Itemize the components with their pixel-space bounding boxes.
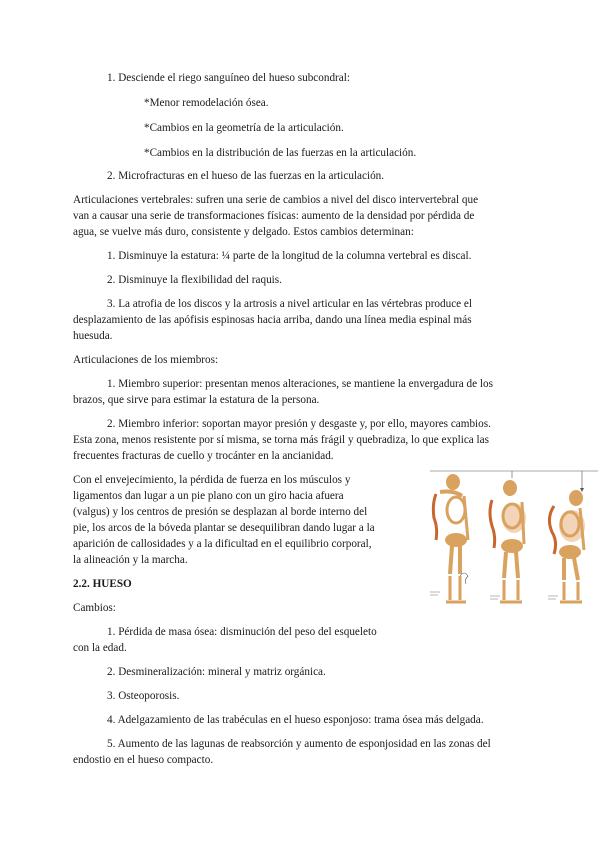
list-subitem: *Menor remodelación ósea. [144, 97, 269, 109]
paragraph-line: ligamentos dan lugar a un pie plano con un giro hacia afuera [73, 490, 344, 502]
paragraph-line: (valgus) y los centros de presión se desplazan al borde interno del [73, 506, 368, 518]
aging-skeleton-illustration [426, 466, 600, 610]
paragraph-line: la alineación y la marcha. [73, 554, 188, 566]
section-heading: 2.2. HUESO [73, 578, 132, 590]
list-subitem: *Cambios en la distribución de las fuerzas en la articulación. [144, 147, 417, 159]
list-item: 1. Miembro superior: presentan menos alteraciones, se mantiene la envergadura de los [107, 378, 493, 390]
list-item-continuation: frecuentes fracturas de cuello y trocánter en la ancianidad. [73, 450, 334, 462]
list-item: 3. Osteoporosis. [107, 690, 180, 702]
list-item: 2. Microfracturas en el hueso de las fuerzas en la articulación. [107, 170, 385, 182]
list-item: 2. Disminuye la flexibilidad del raquis. [107, 274, 282, 286]
paragraph-line: Con el envejecimiento, la pérdida de fuerza en los músculos y [73, 474, 351, 486]
section-label: Articulaciones de los miembros: [73, 354, 219, 366]
list-item-continuation: endostio en el hueso compacto. [73, 754, 214, 766]
list-item: 3. La atrofia de los discos y la artrosis a nivel articular en las vértebras produce el [107, 298, 473, 310]
paragraph-line: agua, se vuelve más duro, consistente y delgado. Estos cambios determinan: [73, 226, 414, 238]
list-item-continuation: huesuda. [73, 330, 113, 342]
list-item: 1. Disminuye la estatura: ¼ parte de la longitud de la columna vertebral es discal. [107, 250, 472, 262]
paragraph-line: van a causar una serie de transformaciones físicas: aumento de la densidad por pérdida de [73, 210, 475, 222]
list-item: 2. Desmineralización: mineral y matriz orgánica. [107, 666, 326, 678]
paragraph-line: pie, los arcos de la bóveda plantar se desequilibran dando lugar a la [73, 522, 375, 534]
list-item-continuation: con la edad. [73, 642, 127, 654]
section-label: Cambios: [73, 602, 116, 614]
list-item: 5. Aumento de las lagunas de reabsorción y aumento de esponjosidad en las zonas del [107, 738, 491, 750]
paragraph-line: aparición de callosidades y a la dificultad en el equilibrio corporal, [73, 538, 372, 550]
list-item-continuation: Esta zona, menos resistente por sí misma, se torna más frágil y quebradiza, lo que explica las [73, 434, 489, 446]
list-item-continuation: desplazamiento de las apófisis espinosas hacia arriba, dando una línea media espinal más [73, 314, 472, 326]
list-item: 4. Adelgazamiento de las trabéculas en el hueso esponjoso: trama ósea más delgada. [107, 714, 484, 726]
list-item-continuation: brazos, que sirve para estimar la estatura de la persona. [73, 394, 320, 406]
list-item: 2. Miembro inferior: soportan mayor presión y desgaste y, por ello, mayores cambios. [107, 418, 491, 430]
list-item: 1. Desciende el riego sanguíneo del hueso subcondral: [107, 72, 350, 84]
list-subitem: *Cambios en la geometría de la articulación. [144, 122, 344, 134]
list-item: 1. Pérdida de masa ósea: disminución del peso del esqueleto [107, 626, 377, 638]
paragraph-line: Articulaciones vertebrales: sufren una serie de cambios a nivel del disco intervertebral que [73, 194, 479, 206]
